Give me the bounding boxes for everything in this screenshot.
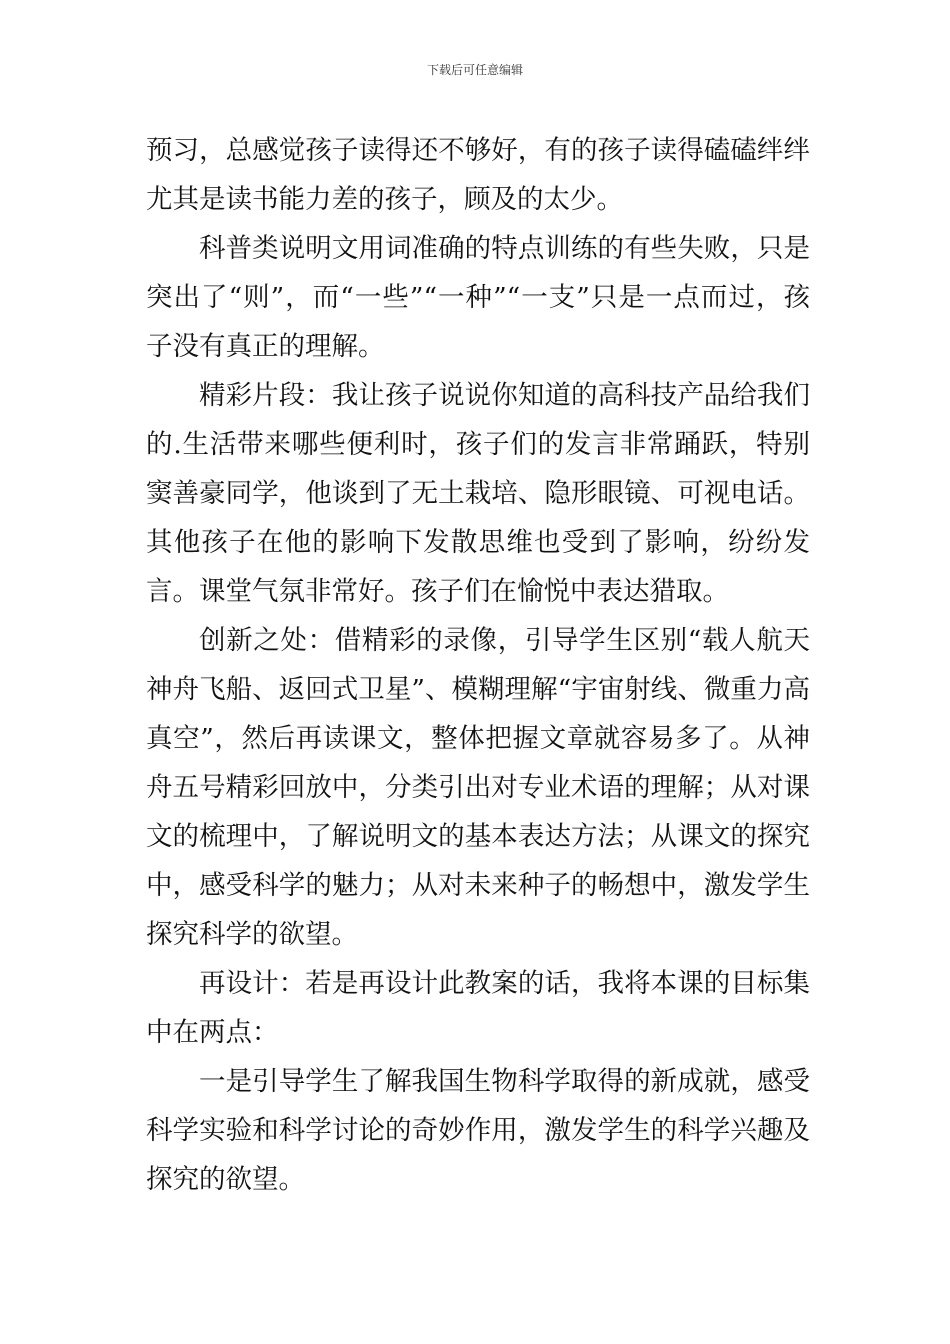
paragraph-goal-one: 一是引导学生了解我国生物科学取得的新成就，感受科学实验和科学讨论的奇妙作用，激发学生的科学兴趣及探究的欲望。 (146, 1066, 810, 1195)
paragraph-preview-reflection: 预习，总感觉孩子读得还不够好，有的孩子读得磕磕绊绊尤其是读书能力差的孩子，顾及的太少。 (146, 135, 810, 215)
paragraph-redesign: 再设计：若是再设计此教案的话，我将本课的目标集中在两点： (146, 968, 810, 1048)
paragraph-word-accuracy: 科普类说明文用词准确的特点训练的有些失败，只是突出了“则”，而“一些”“一种”“一支”只是一点而过，孩子没有真正的理解。 (146, 233, 810, 362)
paragraph-innovation: 创新之处：借精彩的录像，引导学生区别“载人航天神舟飞船、返回式卫星”、模糊理解“宇宙射线、微重力高真空”，然后再读课文，整体把握文章就容易多了。从神舟五号精彩回放中，分类引出对专业术语的理解；从对课文的梳理中，了解说明文的基本表达方法；从课文的探究中，感受科学的魅力；从对未来种子的畅想中，激发学生探究科学的欲望。 (146, 625, 810, 950)
paragraph-highlight-segment: 精彩片段：我让孩子说说你知道的高科技产品给我们的.生活带来哪些便利时，孩子们的发言非常踊跃，特别窦善豪同学，他谈到了无土栽培、隐形眼镜、可视电话。其他孩子在他的影响下发散思维也受到了影响，纷纷发言。课堂气氛非常好。孩子们在愉悦中表达猎取。 (146, 380, 810, 607)
document-body (146, 126, 810, 1204)
page-header: 下载后可任意编辑 (426, 63, 523, 77)
